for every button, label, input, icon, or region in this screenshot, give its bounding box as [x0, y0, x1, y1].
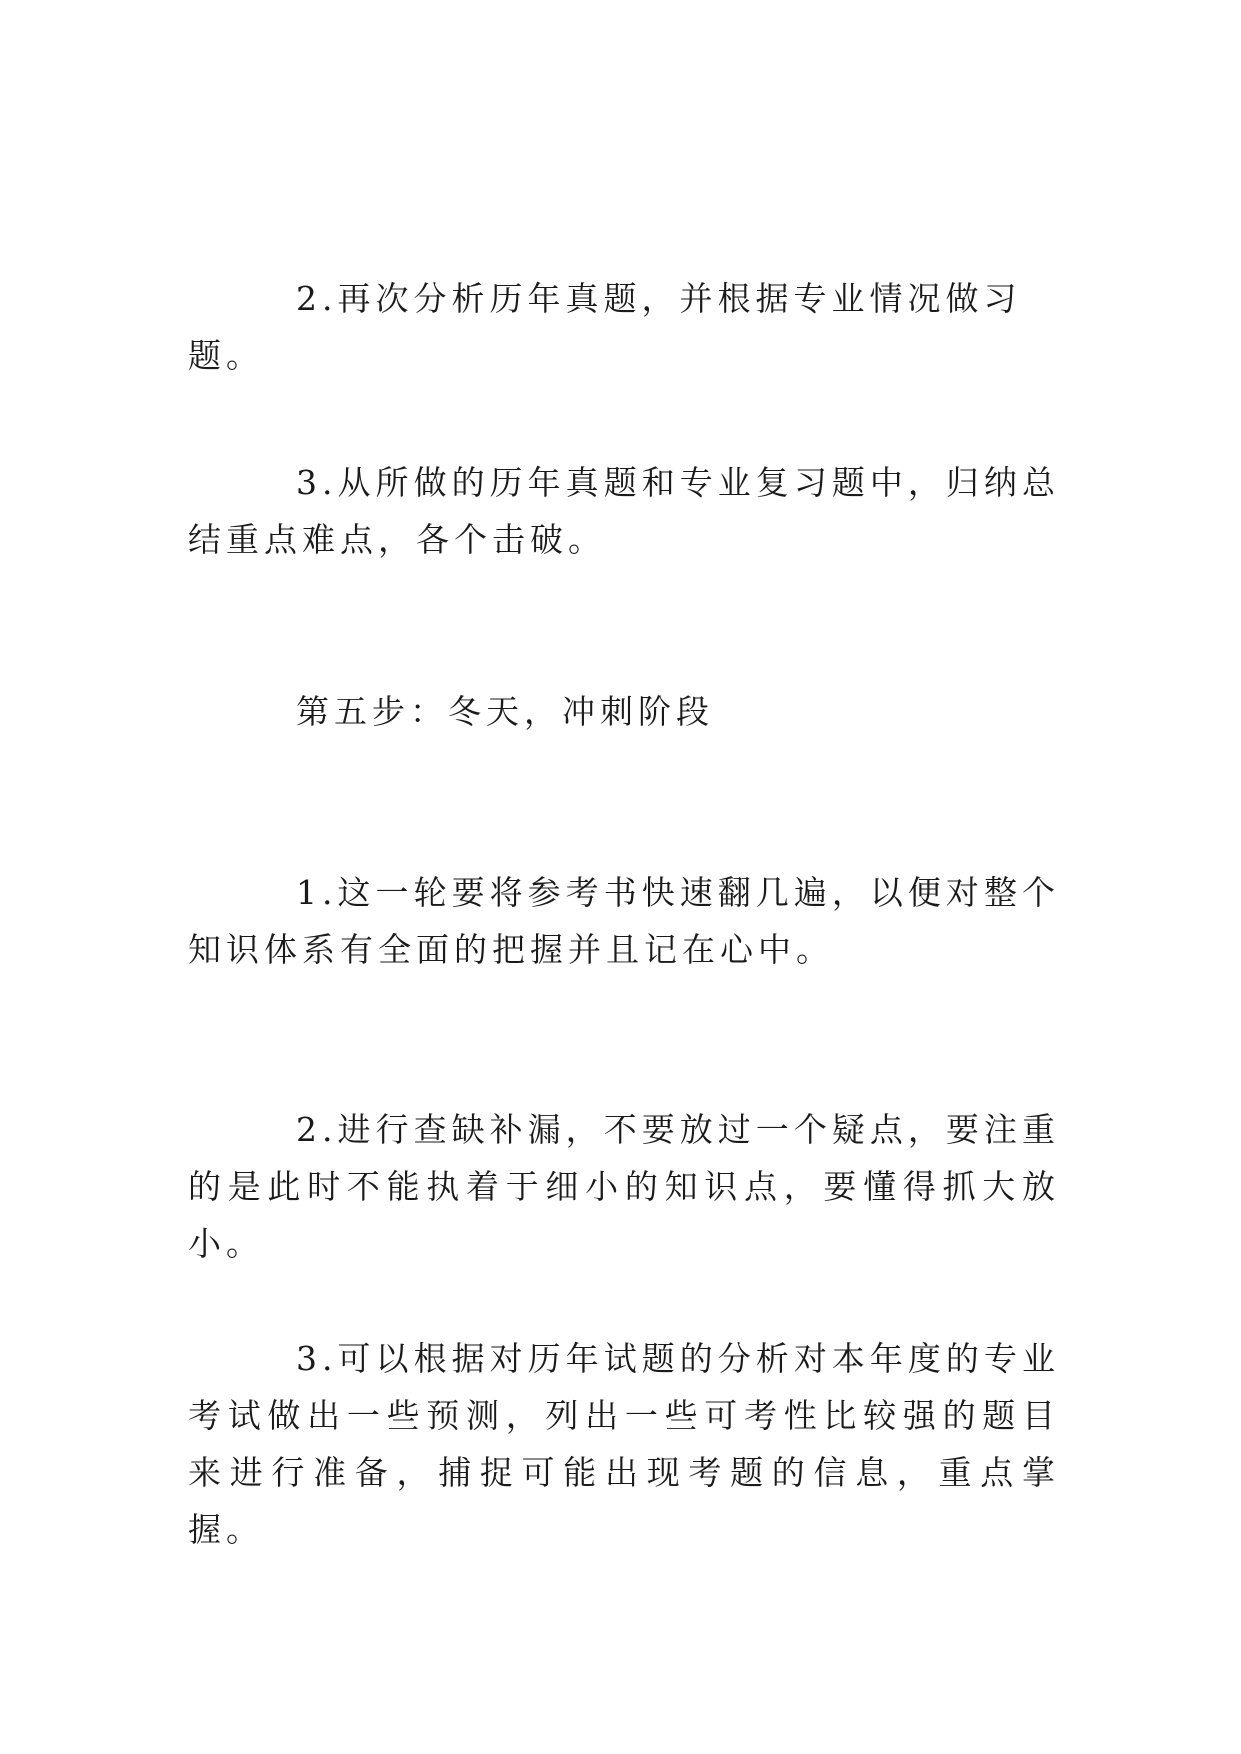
paragraph-skim-reference-books: 1.这一轮要将参考书快速翻几遍，以便对整个知识体系有全面的把握并且记在心中。 — [188, 873, 1060, 969]
paragraph-predict-exam-topics: 3.可以根据对历年试题的分析对本年度的专业考试做出一些预测，列出一些可考性比较强的题目来进行准备，捕捉可能出现考题的信息，重点掌握。 — [188, 1339, 1060, 1549]
paragraph-summarize-key-points: 3.从所做的历年真题和专业复习题中，归纳总结重点难点，各个击破。 — [188, 463, 1060, 559]
section-heading-step-five: 第五步：冬天，冲刺阶段 — [296, 692, 714, 731]
paragraph-fill-gaps: 2.进行查缺补漏，不要放过一个疑点，要注重的是此时不能执着于细小的知识点，要懂得抓大放小。 — [188, 1110, 1060, 1263]
paragraph-review-past-exams: 2.再次分析历年真题，并根据专业情况做习题。 — [188, 279, 1022, 375]
